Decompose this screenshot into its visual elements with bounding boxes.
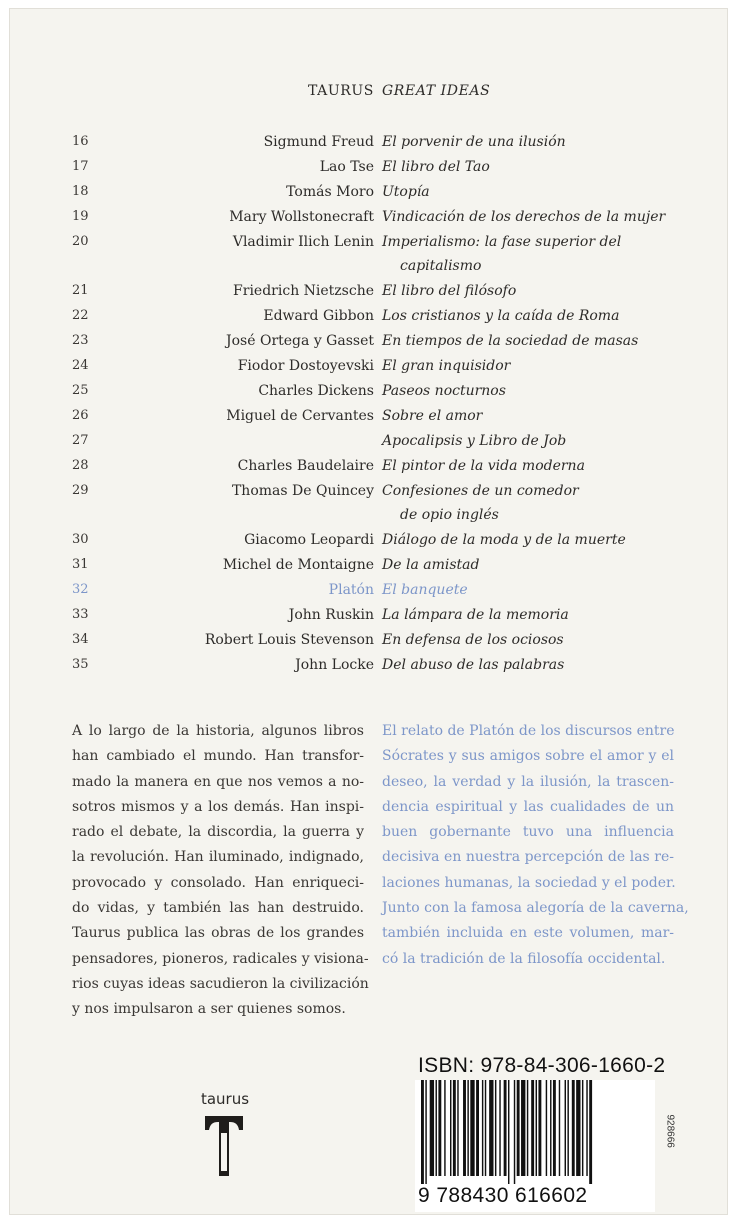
barcode-bar bbox=[436, 1080, 437, 1176]
barcode-bar bbox=[553, 1080, 556, 1176]
barcode-bar bbox=[576, 1080, 580, 1176]
barcode-bar bbox=[453, 1080, 456, 1176]
list-item-number: 30 bbox=[72, 532, 89, 548]
list-item-author: Lao Tse bbox=[319, 158, 374, 175]
barcode-bar bbox=[572, 1080, 575, 1176]
list-item-number: 18 bbox=[72, 183, 89, 199]
list-item-number: 28 bbox=[72, 457, 89, 473]
list-item-author: José Ortega y Gasset bbox=[226, 333, 374, 350]
series-header bbox=[10, 83, 729, 103]
barcode-bar bbox=[536, 1080, 537, 1176]
barcode-bar bbox=[495, 1080, 496, 1176]
list-item-number: 20 bbox=[72, 233, 89, 249]
text-line: pensadores, pioneros, radicales y visiona- bbox=[72, 950, 369, 967]
barcode-bar bbox=[425, 1080, 426, 1184]
barcode-bar bbox=[504, 1080, 507, 1176]
list-item-title: El libro del Tao bbox=[382, 158, 490, 175]
barcode-bar bbox=[482, 1080, 483, 1176]
list-item-author: Mary Wollstonecraft bbox=[229, 208, 374, 225]
text-line: han cambiado el mundo. Han transfor- bbox=[72, 748, 364, 765]
list-item-title: Del abuso de las palabras bbox=[382, 656, 565, 673]
list-item-author: John Locke bbox=[295, 656, 374, 673]
list-item-number: 26 bbox=[72, 407, 89, 423]
list-item-number: 34 bbox=[72, 632, 89, 647]
list-item-title: El libro del filósofo bbox=[382, 283, 517, 300]
text-line: laciones humanas, la sociedad y el poder. bbox=[382, 874, 676, 891]
barcode-bar bbox=[546, 1080, 547, 1176]
list-item-title: El pintor de la vida moderna bbox=[382, 457, 585, 474]
list-item-title: De la amistad bbox=[382, 557, 480, 574]
barcode-bar bbox=[567, 1080, 568, 1176]
list-item-author: Edward Gibbon bbox=[263, 308, 374, 325]
barcode-bar bbox=[438, 1080, 441, 1176]
series-description bbox=[72, 719, 369, 1023]
list-item-author: Tomás Moro bbox=[286, 183, 374, 200]
barcode-bar bbox=[582, 1080, 583, 1176]
text-line: Taurus publica las obras de los grandes bbox=[72, 925, 364, 942]
list-item-number: 27 bbox=[72, 432, 89, 448]
list-item-number: 21 bbox=[72, 283, 89, 299]
barcode-bar bbox=[463, 1080, 466, 1176]
list-item-author: Sigmund Freud bbox=[263, 134, 374, 150]
side-code bbox=[660, 1114, 676, 1177]
barcode-bar bbox=[444, 1080, 445, 1176]
barcode-bar bbox=[485, 1080, 486, 1176]
barcode-bar bbox=[450, 1080, 451, 1176]
barcode-bar bbox=[489, 1080, 493, 1176]
list-item-number: 23 bbox=[72, 333, 89, 349]
list-item-number: 29 bbox=[72, 482, 89, 498]
text-line: deseo, la verdad y la ilusión, la trascen- bbox=[382, 773, 674, 790]
barcode-bar bbox=[430, 1080, 434, 1176]
barcode-bar bbox=[467, 1080, 468, 1176]
barcode-bar bbox=[514, 1080, 515, 1184]
list-item-title: El banquete bbox=[382, 582, 468, 599]
list-item-author: Thomas De Quincey bbox=[231, 482, 374, 499]
text-line: y nos impulsaron a ser quienes somos. bbox=[72, 1001, 346, 1018]
text-line: también incluida en este volumen, mar- bbox=[382, 925, 674, 942]
barcode-bar bbox=[521, 1080, 525, 1176]
list-item-title: En tiempos de la sociedad de masas bbox=[382, 333, 639, 350]
list-item-title: Diálogo de la moda y de la muerte bbox=[382, 532, 626, 549]
list-item-author: Charles Dickens bbox=[258, 383, 374, 399]
text-line: decisiva en nuestra percepción de las re- bbox=[382, 849, 674, 866]
text-line: rios cuyas ideas sacudieron la civilización bbox=[72, 975, 369, 992]
text-line: provocado y consolado. Han enriqueci- bbox=[72, 874, 364, 891]
list-item-title: Vindicación de los derechos de la mujer bbox=[382, 208, 666, 225]
text-line: A lo largo de la historia, algunos libros bbox=[72, 723, 364, 739]
barcode-bar bbox=[517, 1080, 520, 1176]
list-item-title: Utopía bbox=[382, 183, 430, 200]
list-item-author: Robert Louis Stevenson bbox=[204, 632, 374, 648]
list-item-title: El porvenir de una ilusión bbox=[382, 134, 566, 150]
list-item-title: Los cristianos y la caída de Roma bbox=[382, 308, 620, 325]
barcode-digits: 9 788430 616602 bbox=[418, 1184, 588, 1207]
text-line: do vidas, y también las han destruido. bbox=[72, 900, 364, 917]
text-line: sotros mismos y a los demás. Han inspi- bbox=[72, 798, 364, 815]
list-item-number: 16 bbox=[72, 134, 89, 149]
barcode-bar bbox=[559, 1080, 560, 1176]
list-item-author: Vladimir Ilich Lenin bbox=[232, 233, 374, 250]
text-line: rado el debate, la discordia, la guerra y bbox=[72, 824, 364, 841]
text-line: la revolución. Han iluminado, indignado, bbox=[72, 849, 364, 866]
barcode-bar bbox=[565, 1080, 566, 1176]
barcode-bar bbox=[527, 1080, 528, 1176]
list-item-title: Paseos nocturnos bbox=[382, 383, 506, 399]
book-description bbox=[382, 719, 689, 972]
list-item-number: 35 bbox=[72, 656, 89, 672]
list-item-number: 25 bbox=[72, 383, 89, 398]
list-item-number: 24 bbox=[72, 358, 89, 374]
list-item-title: El gran inquisidor bbox=[382, 358, 511, 375]
barcode-bar bbox=[586, 1080, 587, 1176]
isbn-label: ISBN: 978-84-306-1660-2 bbox=[418, 1054, 666, 1077]
barcode-bar bbox=[470, 1080, 474, 1176]
list-item-author: Friedrich Nietzsche bbox=[233, 283, 374, 300]
back-cover bbox=[9, 8, 728, 1215]
barcode-bar bbox=[550, 1080, 551, 1176]
text-line: Sócrates y sus amigos sobre el amor y el bbox=[382, 748, 674, 765]
list-item-title-continuation: de opio inglés bbox=[400, 506, 499, 523]
list-item-title: En defensa de los ociosos bbox=[382, 632, 564, 648]
text-line: mado la manera en que nos vemos a no- bbox=[72, 773, 364, 790]
series-collection: GREAT IDEAS bbox=[382, 83, 491, 99]
text-line: Junto con la famosa alegoría de la caverna, bbox=[382, 900, 689, 917]
list-item-title: Confesiones de un comedor bbox=[382, 482, 579, 499]
barcode-bar bbox=[476, 1080, 479, 1176]
text-line: có la tradición de la filosofía occidental. bbox=[382, 950, 666, 967]
publisher-logo-wordmark: taurus bbox=[200, 1090, 250, 1108]
barcode-bar bbox=[457, 1080, 458, 1176]
list-item-number: 19 bbox=[72, 208, 89, 224]
list-item-number: 17 bbox=[72, 158, 89, 174]
text-line: El relato de Platón de los discursos entre bbox=[382, 723, 675, 739]
list-item-number: 33 bbox=[72, 607, 89, 623]
list-item-author: Miguel de Cervantes bbox=[226, 407, 374, 424]
list-item-number: 22 bbox=[72, 308, 89, 324]
list-item-title-continuation: capitalismo bbox=[400, 257, 482, 274]
barcode-bar bbox=[421, 1080, 424, 1184]
taurus-t-logo-icon bbox=[205, 1116, 243, 1180]
barcode-bar bbox=[499, 1080, 500, 1176]
list-item-number: 31 bbox=[72, 557, 89, 573]
list-item-author: Charles Baudelaire bbox=[237, 457, 374, 474]
list-item-author: John Ruskin bbox=[288, 607, 374, 624]
barcode-bar bbox=[508, 1080, 509, 1184]
text-line: dencia espiritual y las cualidades de un bbox=[382, 798, 674, 815]
list-item-author: Michel de Montaigne bbox=[222, 557, 374, 574]
list-item-author: Giacomo Leopardi bbox=[244, 532, 374, 549]
text-line: buen gobernante tuvo una influencia bbox=[382, 824, 674, 841]
list-item-title: Sobre el amor bbox=[382, 407, 483, 424]
list-item-author: Platón bbox=[328, 582, 374, 599]
list-item-title: Imperialismo: la fase superior del bbox=[382, 233, 622, 250]
barcode-bar bbox=[589, 1080, 592, 1184]
list-item-title: La lámpara de la memoria bbox=[382, 607, 569, 624]
side-code-text: 928666 bbox=[664, 1114, 676, 1148]
series-publisher: TAURUS bbox=[307, 83, 374, 99]
list-item-number: 32 bbox=[72, 582, 89, 598]
list-item-author: Fiodor Dostoyevski bbox=[237, 358, 374, 375]
barcode-bar bbox=[538, 1080, 541, 1176]
barcode-bar bbox=[531, 1080, 534, 1176]
list-item-title: Apocalipsis y Libro de Job bbox=[382, 432, 567, 449]
